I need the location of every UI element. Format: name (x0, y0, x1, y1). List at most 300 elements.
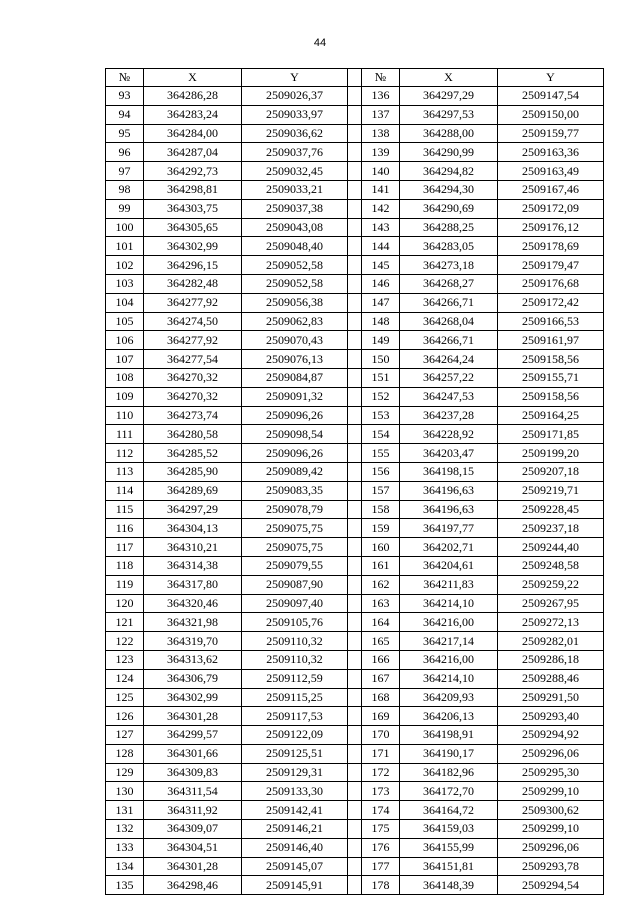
cell-y-left: 2509133,30 (242, 782, 348, 801)
column-gap (348, 331, 362, 350)
cell-y-right: 2509299,10 (498, 820, 604, 839)
cell-x-right: 364159,03 (400, 820, 498, 839)
cell-y-right: 2509288,46 (498, 669, 604, 688)
cell-y-left: 2509125,51 (242, 744, 348, 763)
cell-y-left: 2509048,40 (242, 237, 348, 256)
cell-x-left: 364304,13 (144, 519, 242, 538)
cell-x-left: 364309,07 (144, 820, 242, 839)
cell-num-right: 157 (362, 481, 400, 500)
header-num-left: № (106, 69, 144, 87)
table-row (106, 199, 604, 218)
cell-x-right: 364172,70 (400, 782, 498, 801)
cell-y-left: 2509037,76 (242, 143, 348, 162)
table-row (106, 406, 604, 425)
cell-num-right: 139 (362, 143, 400, 162)
table-row (106, 256, 604, 275)
cell-y-left: 2509110,32 (242, 632, 348, 651)
header-x-left: X (144, 69, 242, 87)
cell-num-left: 96 (106, 143, 144, 162)
cell-y-right: 2509237,18 (498, 519, 604, 538)
table-row (106, 632, 604, 651)
cell-num-left: 123 (106, 650, 144, 669)
cell-y-left: 2509033,97 (242, 105, 348, 124)
cell-y-left: 2509142,41 (242, 801, 348, 820)
table-header-row (106, 69, 604, 87)
cell-y-left: 2509110,32 (242, 650, 348, 669)
cell-y-left: 2509084,87 (242, 368, 348, 387)
cell-x-right: 364217,14 (400, 632, 498, 651)
cell-y-left: 2509145,91 (242, 876, 348, 895)
cell-x-right: 364164,72 (400, 801, 498, 820)
column-gap (348, 707, 362, 726)
cell-num-right: 142 (362, 199, 400, 218)
cell-x-left: 364304,51 (144, 838, 242, 857)
column-gap (348, 744, 362, 763)
column-gap (348, 820, 362, 839)
cell-x-left: 364301,66 (144, 744, 242, 763)
cell-y-left: 2509036,62 (242, 124, 348, 143)
cell-y-left: 2509033,21 (242, 180, 348, 199)
table-row (106, 500, 604, 519)
cell-y-left: 2509087,90 (242, 575, 348, 594)
column-gap (348, 726, 362, 745)
cell-x-left: 364277,92 (144, 331, 242, 350)
cell-x-left: 364313,62 (144, 650, 242, 669)
cell-num-right: 175 (362, 820, 400, 839)
column-gap (348, 256, 362, 275)
cell-y-left: 2509115,25 (242, 688, 348, 707)
column-gap (348, 368, 362, 387)
cell-num-left: 103 (106, 274, 144, 293)
table-row (106, 312, 604, 331)
cell-x-right: 364151,81 (400, 857, 498, 876)
table-row (106, 143, 604, 162)
cell-y-right: 2509300,62 (498, 801, 604, 820)
column-gap (348, 444, 362, 463)
table-row (106, 481, 604, 500)
table-row (106, 425, 604, 444)
column-gap (348, 763, 362, 782)
cell-x-right: 364198,91 (400, 726, 498, 745)
column-gap (348, 274, 362, 293)
cell-num-right: 138 (362, 124, 400, 143)
cell-num-left: 118 (106, 556, 144, 575)
cell-x-left: 364302,99 (144, 688, 242, 707)
cell-x-left: 364286,28 (144, 87, 242, 106)
cell-x-left: 364282,48 (144, 274, 242, 293)
cell-num-right: 158 (362, 500, 400, 519)
column-gap (348, 387, 362, 406)
column-gap (348, 293, 362, 312)
cell-x-left: 364306,79 (144, 669, 242, 688)
cell-num-left: 134 (106, 857, 144, 876)
cell-y-right: 2509163,36 (498, 143, 604, 162)
column-gap (348, 782, 362, 801)
header-num-right: № (362, 69, 400, 87)
cell-x-right: 364283,05 (400, 237, 498, 256)
cell-num-right: 141 (362, 180, 400, 199)
table-row (106, 538, 604, 557)
table-row (106, 782, 604, 801)
cell-x-right: 364290,99 (400, 143, 498, 162)
cell-x-right: 364294,82 (400, 162, 498, 181)
cell-y-left: 2509070,43 (242, 331, 348, 350)
cell-num-right: 143 (362, 218, 400, 237)
cell-y-right: 2509293,40 (498, 707, 604, 726)
cell-y-right: 2509150,00 (498, 105, 604, 124)
cell-num-left: 107 (106, 350, 144, 369)
cell-num-left: 102 (106, 256, 144, 275)
cell-x-right: 364198,15 (400, 462, 498, 481)
column-gap (348, 650, 362, 669)
cell-num-left: 93 (106, 87, 144, 106)
column-gap (348, 838, 362, 857)
table-row (106, 688, 604, 707)
cell-num-right: 144 (362, 237, 400, 256)
cell-x-left: 364320,46 (144, 594, 242, 613)
table-row (106, 763, 604, 782)
table-row (106, 726, 604, 745)
cell-num-right: 171 (362, 744, 400, 763)
cell-y-right: 2509158,56 (498, 350, 604, 369)
cell-num-right: 172 (362, 763, 400, 782)
cell-y-right: 2509286,18 (498, 650, 604, 669)
cell-y-right: 2509295,30 (498, 763, 604, 782)
cell-x-right: 364182,96 (400, 763, 498, 782)
cell-x-right: 364196,63 (400, 481, 498, 500)
cell-y-left: 2509052,58 (242, 256, 348, 275)
cell-num-right: 137 (362, 105, 400, 124)
cell-y-left: 2509096,26 (242, 444, 348, 463)
cell-x-right: 364211,83 (400, 575, 498, 594)
table-row (106, 274, 604, 293)
cell-x-left: 364283,24 (144, 105, 242, 124)
cell-y-right: 2509296,06 (498, 744, 604, 763)
cell-y-right: 2509296,06 (498, 838, 604, 857)
cell-x-right: 364155,99 (400, 838, 498, 857)
cell-x-left: 364305,65 (144, 218, 242, 237)
cell-num-right: 165 (362, 632, 400, 651)
cell-y-left: 2509062,83 (242, 312, 348, 331)
column-gap (348, 350, 362, 369)
header-y-left: Y (242, 69, 348, 87)
cell-y-left: 2509078,79 (242, 500, 348, 519)
cell-x-right: 364202,71 (400, 538, 498, 557)
cell-num-left: 132 (106, 820, 144, 839)
cell-y-left: 2509043,08 (242, 218, 348, 237)
cell-x-left: 364301,28 (144, 707, 242, 726)
cell-num-left: 110 (106, 406, 144, 425)
column-gap (348, 556, 362, 575)
cell-y-right: 2509282,01 (498, 632, 604, 651)
cell-y-left: 2509098,54 (242, 425, 348, 444)
cell-y-left: 2509032,45 (242, 162, 348, 181)
column-gap (348, 162, 362, 181)
column-gap (348, 481, 362, 500)
cell-x-left: 364301,28 (144, 857, 242, 876)
cell-y-right: 2509294,54 (498, 876, 604, 895)
cell-num-right: 167 (362, 669, 400, 688)
cell-num-left: 95 (106, 124, 144, 143)
column-gap (348, 425, 362, 444)
cell-num-left: 127 (106, 726, 144, 745)
cell-num-left: 109 (106, 387, 144, 406)
table-row (106, 331, 604, 350)
cell-x-left: 364285,90 (144, 462, 242, 481)
cell-y-left: 2509052,58 (242, 274, 348, 293)
cell-x-right: 364297,53 (400, 105, 498, 124)
cell-y-right: 2509291,50 (498, 688, 604, 707)
table-row (106, 180, 604, 199)
column-gap (348, 462, 362, 481)
table-row (106, 744, 604, 763)
column-gap (348, 143, 362, 162)
cell-x-left: 364309,83 (144, 763, 242, 782)
cell-x-right: 364228,92 (400, 425, 498, 444)
cell-num-left: 100 (106, 218, 144, 237)
cell-num-left: 104 (106, 293, 144, 312)
cell-num-right: 150 (362, 350, 400, 369)
cell-num-right: 159 (362, 519, 400, 538)
table-row (106, 613, 604, 632)
cell-y-left: 2509096,26 (242, 406, 348, 425)
table-row (106, 87, 604, 106)
cell-x-right: 364288,25 (400, 218, 498, 237)
coordinates-table (105, 68, 604, 895)
cell-x-right: 364273,18 (400, 256, 498, 275)
cell-y-right: 2509299,10 (498, 782, 604, 801)
cell-x-right: 364264,24 (400, 350, 498, 369)
cell-x-right: 364190,17 (400, 744, 498, 763)
table-row (106, 594, 604, 613)
cell-y-left: 2509076,13 (242, 350, 348, 369)
cell-x-right: 364237,28 (400, 406, 498, 425)
cell-x-right: 364297,29 (400, 87, 498, 106)
cell-y-right: 2509228,45 (498, 500, 604, 519)
column-gap (348, 237, 362, 256)
cell-num-left: 101 (106, 237, 144, 256)
cell-x-left: 364270,32 (144, 387, 242, 406)
cell-y-left: 2509145,07 (242, 857, 348, 876)
cell-x-left: 364285,52 (144, 444, 242, 463)
cell-x-left: 364299,57 (144, 726, 242, 745)
table-row (106, 124, 604, 143)
cell-y-right: 2509219,71 (498, 481, 604, 500)
cell-num-left: 98 (106, 180, 144, 199)
column-gap (348, 669, 362, 688)
header-y-right: Y (498, 69, 604, 87)
cell-x-right: 364203,47 (400, 444, 498, 463)
cell-y-left: 2509097,40 (242, 594, 348, 613)
cell-x-right: 364216,00 (400, 650, 498, 669)
cell-x-left: 364280,58 (144, 425, 242, 444)
column-gap (348, 688, 362, 707)
cell-y-left: 2509075,75 (242, 538, 348, 557)
table-row (106, 857, 604, 876)
cell-num-right: 161 (362, 556, 400, 575)
cell-y-right: 2509166,53 (498, 312, 604, 331)
cell-y-right: 2509207,18 (498, 462, 604, 481)
cell-num-left: 131 (106, 801, 144, 820)
column-gap (348, 857, 362, 876)
cell-num-right: 164 (362, 613, 400, 632)
cell-num-right: 140 (362, 162, 400, 181)
cell-y-right: 2509293,78 (498, 857, 604, 876)
cell-num-right: 147 (362, 293, 400, 312)
cell-x-left: 364298,46 (144, 876, 242, 895)
cell-num-right: 160 (362, 538, 400, 557)
cell-num-right: 148 (362, 312, 400, 331)
cell-x-left: 364311,54 (144, 782, 242, 801)
cell-y-left: 2509056,38 (242, 293, 348, 312)
table-row (106, 444, 604, 463)
cell-y-left: 2509083,35 (242, 481, 348, 500)
cell-y-right: 2509167,46 (498, 180, 604, 199)
table-row (106, 237, 604, 256)
column-gap (348, 632, 362, 651)
cell-x-left: 364319,70 (144, 632, 242, 651)
cell-x-right: 364196,63 (400, 500, 498, 519)
cell-x-right: 364209,93 (400, 688, 498, 707)
cell-x-left: 364311,92 (144, 801, 242, 820)
cell-x-right: 364247,53 (400, 387, 498, 406)
cell-num-left: 133 (106, 838, 144, 857)
cell-y-left: 2509129,31 (242, 763, 348, 782)
table-row (106, 820, 604, 839)
cell-num-right: 152 (362, 387, 400, 406)
cell-y-right: 2509161,97 (498, 331, 604, 350)
cell-y-right: 2509179,47 (498, 256, 604, 275)
column-gap (348, 69, 362, 87)
cell-x-left: 364277,92 (144, 293, 242, 312)
cell-y-right: 2509172,42 (498, 293, 604, 312)
column-gap (348, 124, 362, 143)
cell-num-left: 94 (106, 105, 144, 124)
cell-x-right: 364206,13 (400, 707, 498, 726)
cell-y-left: 2509105,76 (242, 613, 348, 632)
cell-x-right: 364288,00 (400, 124, 498, 143)
cell-y-right: 2509176,68 (498, 274, 604, 293)
table-row (106, 462, 604, 481)
cell-x-right: 364216,00 (400, 613, 498, 632)
cell-y-right: 2509163,49 (498, 162, 604, 181)
cell-num-right: 151 (362, 368, 400, 387)
cell-num-left: 129 (106, 763, 144, 782)
cell-y-right: 2509244,40 (498, 538, 604, 557)
cell-num-right: 170 (362, 726, 400, 745)
cell-y-right: 2509176,12 (498, 218, 604, 237)
cell-x-left: 364289,69 (144, 481, 242, 500)
cell-num-left: 97 (106, 162, 144, 181)
cell-num-right: 169 (362, 707, 400, 726)
column-gap (348, 538, 362, 557)
cell-y-right: 2509294,92 (498, 726, 604, 745)
cell-y-right: 2509267,95 (498, 594, 604, 613)
table-row (106, 162, 604, 181)
cell-num-right: 173 (362, 782, 400, 801)
cell-num-left: 119 (106, 575, 144, 594)
table-row (106, 650, 604, 669)
cell-x-left: 364321,98 (144, 613, 242, 632)
cell-y-left: 2509122,09 (242, 726, 348, 745)
cell-num-right: 136 (362, 87, 400, 106)
cell-y-left: 2509117,53 (242, 707, 348, 726)
cell-num-left: 106 (106, 331, 144, 350)
cell-x-left: 364298,81 (144, 180, 242, 199)
cell-num-left: 121 (106, 613, 144, 632)
page-number: 44 (313, 37, 327, 49)
cell-x-right: 364204,61 (400, 556, 498, 575)
cell-y-right: 2509172,09 (498, 199, 604, 218)
cell-y-right: 2509199,20 (498, 444, 604, 463)
table-row (106, 707, 604, 726)
cell-num-left: 125 (106, 688, 144, 707)
cell-x-left: 364284,00 (144, 124, 242, 143)
cell-num-right: 177 (362, 857, 400, 876)
table-row (106, 876, 604, 895)
cell-x-left: 364310,21 (144, 538, 242, 557)
cell-y-right: 2509159,77 (498, 124, 604, 143)
cell-num-left: 112 (106, 444, 144, 463)
column-gap (348, 801, 362, 820)
cell-num-right: 156 (362, 462, 400, 481)
table-row (106, 293, 604, 312)
table-row (106, 669, 604, 688)
table-row (106, 368, 604, 387)
cell-y-left: 2509146,40 (242, 838, 348, 857)
cell-x-left: 364314,38 (144, 556, 242, 575)
cell-y-left: 2509091,32 (242, 387, 348, 406)
cell-num-right: 149 (362, 331, 400, 350)
cell-x-left: 364302,99 (144, 237, 242, 256)
cell-num-left: 115 (106, 500, 144, 519)
cell-y-left: 2509037,38 (242, 199, 348, 218)
cell-x-right: 364266,71 (400, 331, 498, 350)
cell-num-right: 166 (362, 650, 400, 669)
cell-num-left: 99 (106, 199, 144, 218)
cell-x-right: 364257,22 (400, 368, 498, 387)
table-row (106, 801, 604, 820)
cell-y-right: 2509248,58 (498, 556, 604, 575)
cell-y-left: 2509146,21 (242, 820, 348, 839)
cell-y-left: 2509112,59 (242, 669, 348, 688)
table-row (106, 556, 604, 575)
column-gap (348, 218, 362, 237)
table-row (106, 350, 604, 369)
cell-x-left: 364277,54 (144, 350, 242, 369)
cell-num-left: 120 (106, 594, 144, 613)
cell-x-left: 364297,29 (144, 500, 242, 519)
column-gap (348, 594, 362, 613)
column-gap (348, 406, 362, 425)
cell-y-right: 2509164,25 (498, 406, 604, 425)
cell-num-left: 116 (106, 519, 144, 538)
cell-y-left: 2509089,42 (242, 462, 348, 481)
cell-num-right: 145 (362, 256, 400, 275)
table-row (106, 519, 604, 538)
cell-x-right: 364214,10 (400, 594, 498, 613)
cell-num-right: 176 (362, 838, 400, 857)
cell-x-left: 364292,73 (144, 162, 242, 181)
cell-y-right: 2509171,85 (498, 425, 604, 444)
cell-y-right: 2509155,71 (498, 368, 604, 387)
column-gap (348, 876, 362, 895)
column-gap (348, 199, 362, 218)
cell-num-left: 117 (106, 538, 144, 557)
cell-y-right: 2509178,69 (498, 237, 604, 256)
cell-x-left: 364296,15 (144, 256, 242, 275)
cell-y-left: 2509026,37 (242, 87, 348, 106)
